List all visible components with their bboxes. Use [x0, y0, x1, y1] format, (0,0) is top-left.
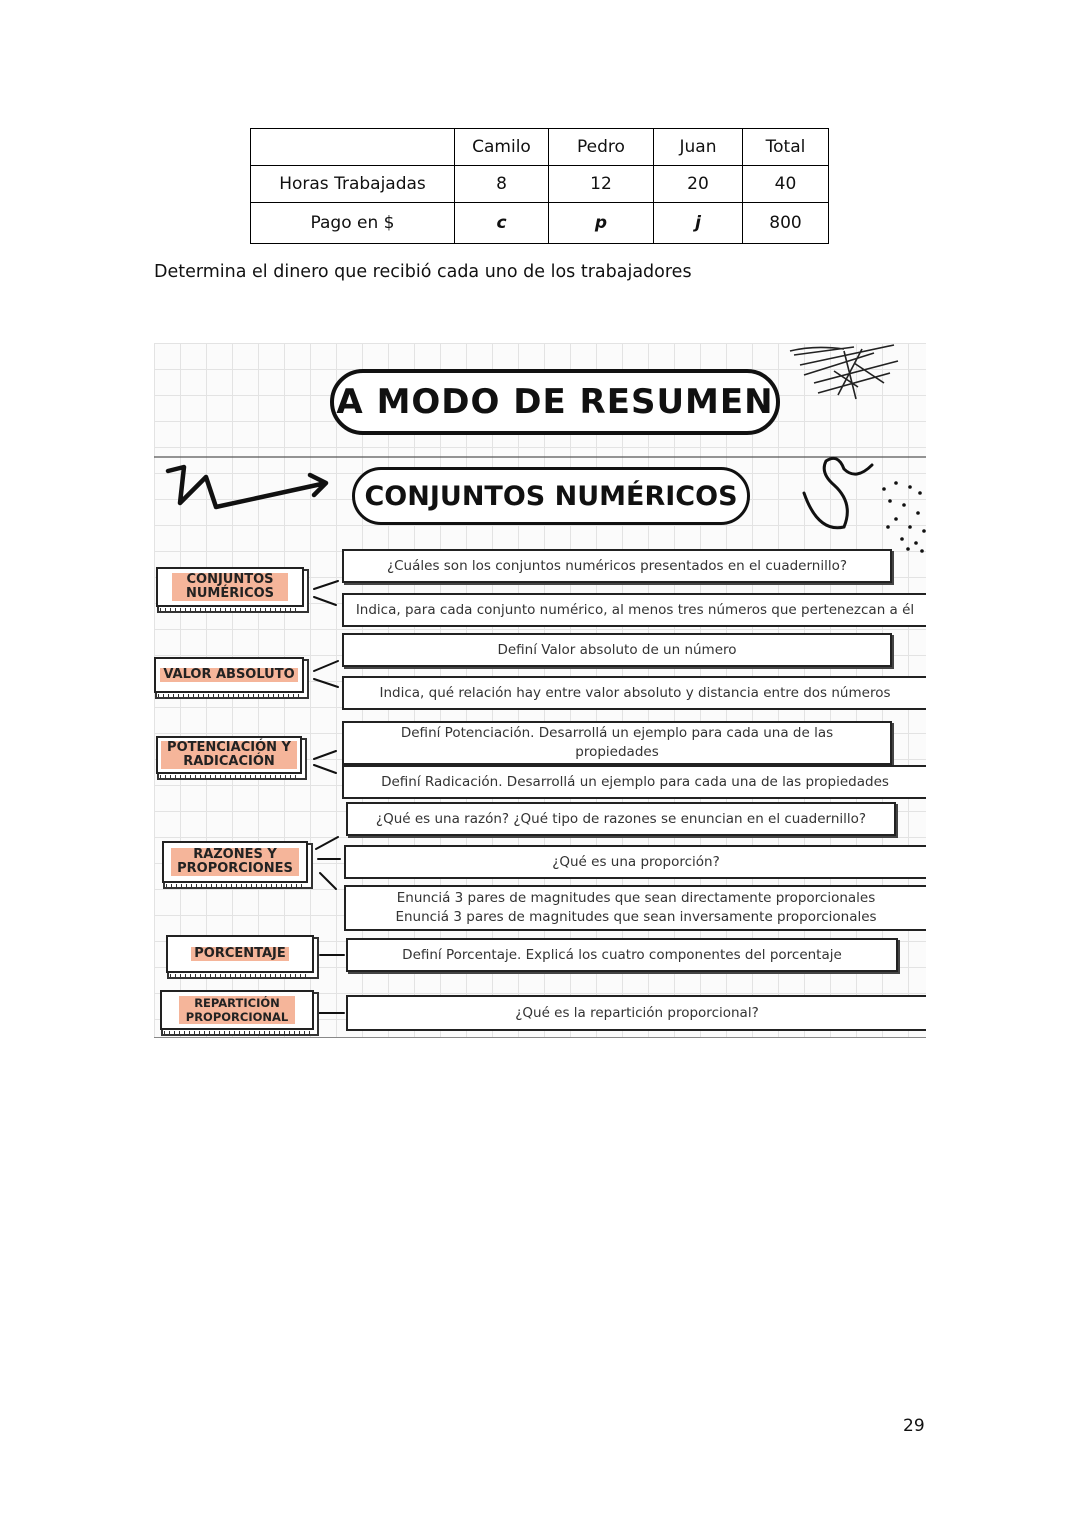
table-cell: c	[455, 203, 549, 244]
question-box: ¿Cuáles son los conjuntos numéricos presentados en el cuadernillo?	[342, 549, 892, 583]
hours-payment-table	[250, 128, 829, 244]
topic-label: POTENCIACIÓN Y RADICACIÓN	[156, 736, 302, 774]
zigzag-arrow-icon	[168, 467, 326, 507]
table-cell: Horas Trabajadas	[251, 166, 455, 203]
table-cell: j	[654, 203, 743, 244]
topic-label: PORCENTAJE	[166, 935, 314, 973]
table-cell: 800	[743, 203, 829, 244]
table-cell: 12	[549, 166, 654, 203]
instruction-text: Determina el dinero que recibió cada uno de los trabajadores	[154, 262, 692, 282]
question-box: ¿Qué es una proporción?	[344, 845, 926, 879]
table-cell: 20	[654, 166, 743, 203]
summary-subtitle: CONJUNTOS NUMÉRICOS	[352, 467, 750, 525]
table-header-cell: Total	[743, 129, 829, 166]
squiggle-icon	[804, 458, 872, 527]
table-header-cell	[251, 129, 455, 166]
table-header-cell: Pedro	[549, 129, 654, 166]
topic-label: VALOR ABSOLUTO	[154, 657, 304, 693]
summary-title: A MODO DE RESUMEN	[330, 369, 780, 435]
table-cell: Pago en $	[251, 203, 455, 244]
summary-graphic	[154, 343, 926, 1038]
question-box: Definí Potenciación. Desarrollá un ejemplo para cada una de las propiedades	[342, 721, 892, 765]
question-box: ¿Qué es la repartición proporcional?	[346, 995, 926, 1031]
question-box: Definí Valor absoluto de un número	[342, 633, 892, 667]
dots-icon	[882, 481, 926, 553]
question-box: Definí Radicación. Desarrollá un ejemplo para cada una de las propiedades	[342, 765, 926, 799]
topic-label: REPARTICIÓN PROPORCIONAL	[160, 990, 314, 1030]
table-header-cell: Juan	[654, 129, 743, 166]
table-row	[251, 203, 829, 244]
table-header-row	[251, 129, 829, 166]
topic-label: RAZONES Y PROPORCIONES	[162, 841, 308, 883]
connector-lines	[314, 581, 344, 1013]
table-row	[251, 166, 829, 203]
question-box: Enunciá 3 pares de magnitudes que sean directamente proporcionales Enunciá 3 pares de magnitudes que sean inversamente proporcionales	[344, 885, 926, 931]
table-cell: p	[549, 203, 654, 244]
topic-label: CONJUNTOS NUMÉRICOS	[156, 567, 304, 607]
table-cell: 8	[455, 166, 549, 203]
question-box: Indica, para cada conjunto numérico, al menos tres números que pertenezcan a él	[342, 593, 926, 627]
question-box: Definí Porcentaje. Explicá los cuatro componentes del porcentaje	[346, 938, 898, 972]
table-cell: 40	[743, 166, 829, 203]
question-box: Indica, qué relación hay entre valor absoluto y distancia entre dos números	[342, 676, 926, 710]
scribble-icon	[790, 345, 898, 399]
page-number: 29	[903, 1416, 925, 1436]
question-box: ¿Qué es una razón? ¿Qué tipo de razones se enuncian en el cuadernillo?	[346, 802, 896, 836]
table-header-cell: Camilo	[455, 129, 549, 166]
